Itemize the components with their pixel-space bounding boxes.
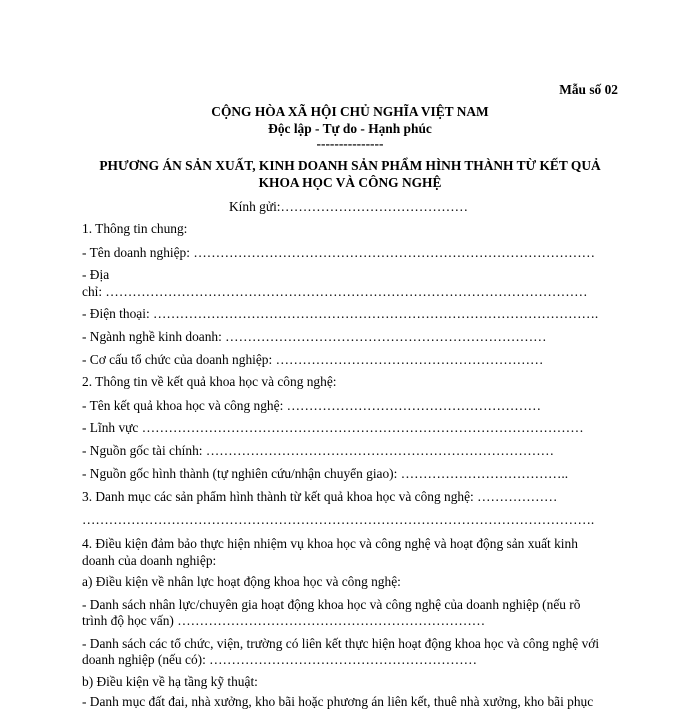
address-label: - Địa (82, 267, 110, 282)
section-4-heading-line-2: doanh của doanh nghiệp: (82, 553, 217, 568)
subsection-b-heading: b) Điều kiện về hạ tầng kỹ thuật: (82, 674, 258, 689)
funding-source-field: - Nguồn gốc tài chính: …………………………………………………………………… (82, 443, 554, 458)
address-field: chỉ: ……………………………………………………………………………………………… (82, 284, 588, 299)
country-name: CỘNG HÒA XÃ HỘI CHỦ NGHĨA VIỆT NAM (211, 104, 489, 119)
company-name-field: - Tên doanh nghiệp: ……………………………………………………………………………… (82, 245, 596, 260)
staff-list-line-1: - Danh sách nhân lực/chuyên gia hoạt động khoa học và công nghệ của doanh nghiệp (nếu rõ (82, 597, 581, 612)
subsection-a-heading: a) Điều kiện về nhân lực hoạt động khoa học và công nghệ: (82, 574, 401, 589)
greeting-line: Kính gửi:…………………………………… (229, 199, 468, 214)
partner-list-line-2: doanh nghiệp (nếu có): …………………………………………………… (82, 652, 477, 667)
national-motto: Độc lập - Tự do - Hạnh phúc (268, 121, 432, 136)
org-structure-field: - Cơ cấu tổ chức của doanh nghiệp: …………………………………………………… (82, 352, 544, 367)
origin-field: - Nguồn gốc hình thành (tự nghiên cứu/nhận chuyển giao): ……………………………….. (82, 466, 569, 481)
header-divider: --------------- (316, 136, 384, 151)
infrastructure-list-line-1: - Danh mục đất đai, nhà xưởng, kho bãi hoặc phương án liên kết, thuê nhà xưởng, kho bãi phục (82, 694, 594, 709)
section-4-heading-line-1: 4. Điều kiện đảm bảo thực hiện nhiệm vụ khoa học và công nghệ và hoạt động sản xuất kinh (82, 536, 578, 551)
business-line-field: - Ngành nghề kinh doanh: ……………………………………………………………… (82, 329, 547, 344)
document-title-line-1: PHƯƠNG ÁN SẢN XUẤT, KINH DOANH SẢN PHẨM HÌNH THÀNH TỪ KẾT QUẢ (99, 158, 601, 173)
form-number: Mẫu số 02 (559, 82, 618, 97)
partner-list-line-1: - Danh sách các tổ chức, viện, trường có liên kết thực hiện hoạt động khoa học và công nghệ với (82, 636, 600, 651)
section-3-continuation: ……………………………………………………………………………………………………. (82, 512, 595, 527)
section-1-heading: 1. Thông tin chung: (82, 221, 188, 236)
phone-field: - Điện thoại: ………………………………………………………………………………………. (82, 306, 599, 321)
document-title-line-2: KHOA HỌC VÀ CÔNG NGHỆ (258, 175, 442, 190)
section-3-heading: 3. Danh mục các sản phẩm hình thành từ kết quả khoa học và công nghệ: ……………… (82, 489, 558, 504)
field-area-field: - Lĩnh vực ……………………………………………………………………………………… (82, 420, 584, 435)
result-name-field: - Tên kết quả khoa học và công nghệ: ………………………………………………… (82, 398, 542, 413)
staff-list-line-2: trình độ học vấn) …………………………………………………………… (82, 613, 486, 628)
section-2-heading: 2. Thông tin về kết quả khoa học và công nghệ: (82, 374, 337, 389)
